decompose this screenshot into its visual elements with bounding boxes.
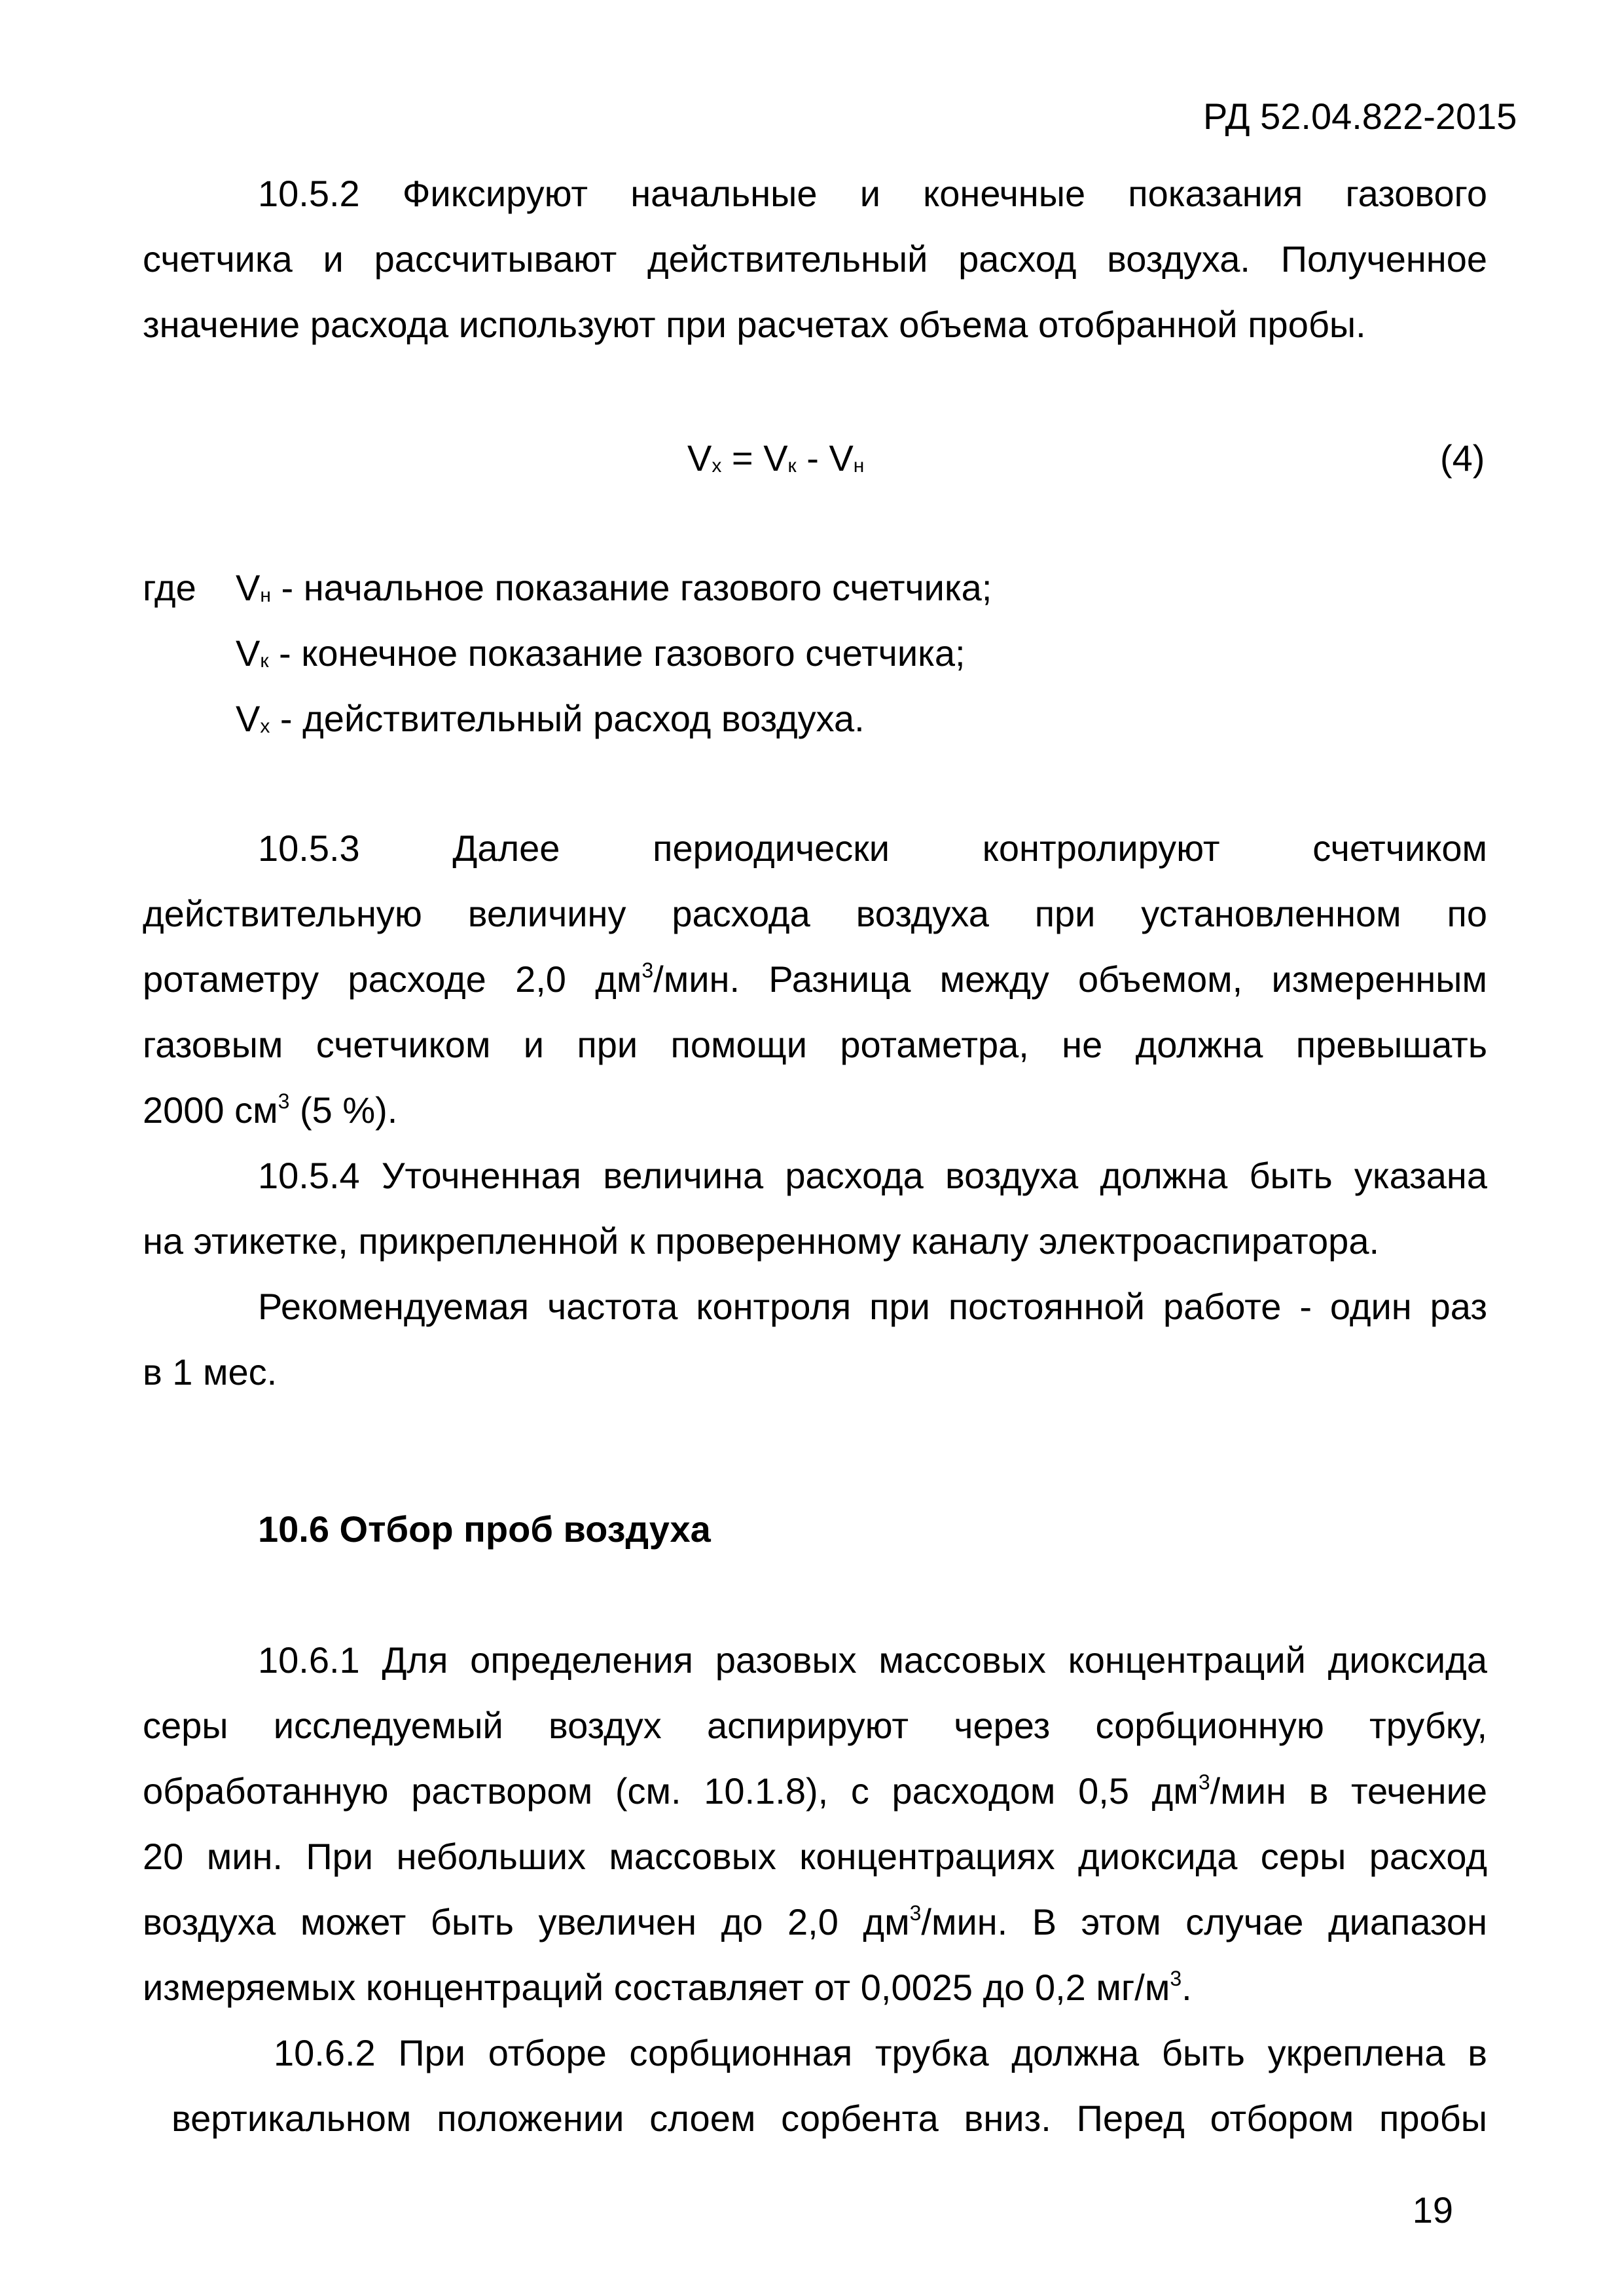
where-item-initial bbox=[236, 555, 992, 621]
paragraph-10-6-2-line-2: вертикальном положении слоем сорбента вниз. Перед отбором пробы bbox=[171, 2098, 1487, 2139]
text-run: обработанную раствором (см. 10.1.8), с расходом 0,5 дм bbox=[143, 1770, 1199, 1812]
where-var: V bbox=[236, 698, 261, 739]
paragraph-10-6-1-line-2: серы исследуемый воздух аспирируют через сорбционную трубку, bbox=[143, 1705, 1487, 1746]
formula-number: (4) bbox=[1440, 437, 1485, 479]
superscript: 3 bbox=[278, 1089, 290, 1113]
where-text: - конечное показание газового счетчика; bbox=[268, 632, 965, 674]
paragraph-10-5-2-line-2: счетчика и рассчитывают действительный расход воздуха. Полученное bbox=[143, 238, 1487, 280]
formula-sub-k: к bbox=[787, 455, 797, 477]
formula-var-n: V bbox=[829, 437, 854, 479]
where-item-final bbox=[236, 621, 965, 686]
where-var: V bbox=[236, 632, 261, 674]
paragraph-10-5-3-line-1: 10.5.3 Далее периодически контролируют счетчиком bbox=[258, 828, 1487, 869]
document-code: РД 52.04.822-2015 bbox=[1203, 96, 1517, 137]
where-var: V bbox=[236, 567, 261, 608]
where-text: - начальное показание газового счетчика; bbox=[270, 567, 992, 608]
formula-4 bbox=[687, 426, 864, 491]
text-run: ротаметру расходе 2,0 дм bbox=[143, 958, 642, 1000]
paragraph-10-5-3-line-4: газовым счетчиком и при помощи ротаметра, не должна превышать bbox=[143, 1024, 1487, 1065]
text-run: /мин в течение bbox=[1210, 1770, 1488, 1812]
where-label: где bbox=[143, 567, 196, 608]
paragraph-10-5-2-line-3: значение расхода используют при расчетах объема отобранной пробы. bbox=[143, 304, 1366, 345]
paragraph-frequency-line-1: Рекомендуемая частота контроля при постоянной работе - один раз bbox=[258, 1286, 1487, 1327]
paragraph-10-6-1-line-3 bbox=[143, 1758, 1487, 1824]
page-number: 19 bbox=[1412, 2189, 1453, 2231]
paragraph-10-5-3-line-2: действительную величину расхода воздуха при установленном по bbox=[143, 893, 1487, 934]
where-item-actual bbox=[236, 686, 865, 752]
formula-var-x: V bbox=[687, 437, 712, 479]
text-run: воздуха может быть увеличен до 2,0 дм bbox=[143, 1901, 910, 1942]
superscript: 3 bbox=[909, 1901, 922, 1925]
text-run: /мин. Разница между объемом, измеренным bbox=[653, 958, 1487, 1000]
text-run: (5 %). bbox=[289, 1089, 398, 1131]
formula-var-k: V bbox=[763, 437, 788, 479]
formula-minus: - bbox=[796, 437, 829, 479]
paragraph-frequency-line-2: в 1 мес. bbox=[143, 1351, 278, 1393]
section-heading-10-6: 10.6 Отбор проб воздуха bbox=[258, 1508, 711, 1550]
where-text: - действительный расход воздуха. bbox=[270, 698, 865, 739]
paragraph-10-6-1-line-1: 10.6.1 Для определения разовых массовых концентраций диоксида bbox=[258, 1639, 1487, 1681]
where-sub: н bbox=[260, 585, 271, 606]
superscript: 3 bbox=[641, 958, 654, 982]
superscript: 3 bbox=[1170, 1967, 1182, 1990]
paragraph-10-5-4-line-1: 10.5.4 Уточненная величина расхода воздуха должна быть указана bbox=[258, 1155, 1487, 1196]
paragraph-10-6-1-line-5 bbox=[143, 1889, 1487, 1955]
text-run: 2000 см bbox=[143, 1089, 278, 1131]
paragraph-10-5-3-line-5 bbox=[143, 1078, 397, 1143]
text-run: /мин. В этом случае диапазон bbox=[921, 1901, 1487, 1942]
formula-sub-n: н bbox=[853, 455, 865, 477]
where-sub: к bbox=[260, 650, 269, 672]
text-run: измеряемых концентраций составляет от 0,0025 до 0,2 мг/м bbox=[143, 1967, 1170, 2008]
superscript: 3 bbox=[1198, 1770, 1210, 1794]
formula-sub-x: х bbox=[712, 455, 722, 477]
where-sub: х bbox=[260, 716, 270, 737]
paragraph-10-6-1-line-6 bbox=[143, 1955, 1192, 2020]
paragraph-10-5-2-line-1: 10.5.2 Фиксируют начальные и конечные показания газового bbox=[258, 173, 1487, 214]
paragraph-10-5-4-line-2: на этикетке, прикрепленной к проверенному каналу электроаспиратора. bbox=[143, 1220, 1380, 1262]
paragraph-10-6-2-line-1: 10.6.2 При отборе сорбционная трубка должна быть укреплена в bbox=[274, 2032, 1487, 2073]
paragraph-10-6-1-line-4: 20 мин. При небольших массовых концентрациях диоксида серы расход bbox=[143, 1836, 1487, 1877]
text-run: . bbox=[1182, 1967, 1192, 2008]
paragraph-10-5-3-line-3 bbox=[143, 947, 1487, 1012]
formula-equals: = bbox=[721, 437, 764, 479]
